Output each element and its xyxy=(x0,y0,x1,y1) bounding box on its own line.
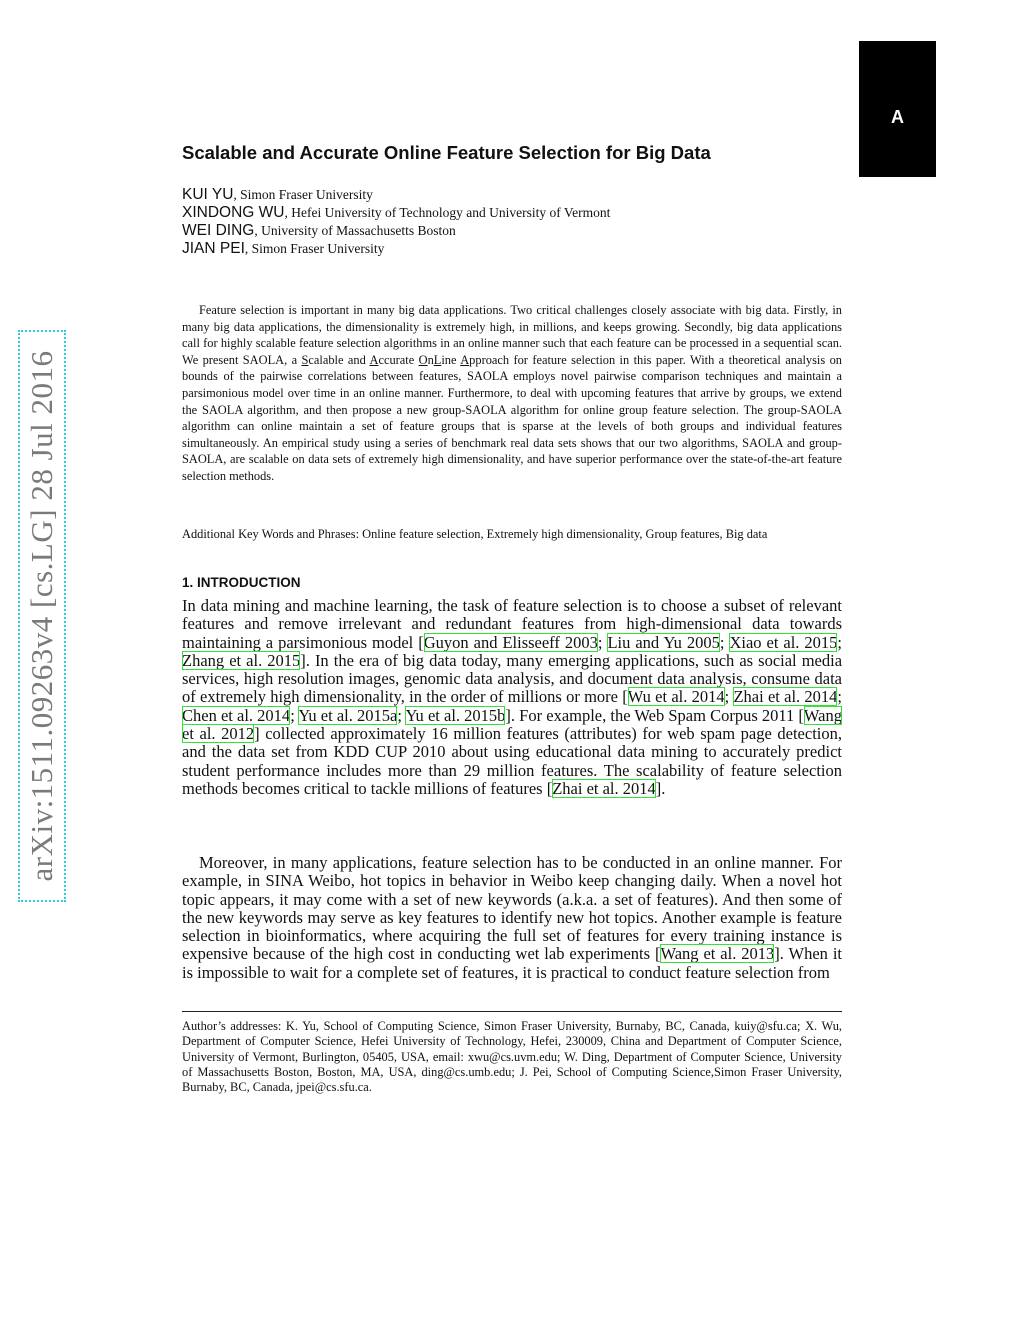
abstract-text: ine xyxy=(441,352,461,367)
citation-link[interactable]: Yu et al. 2015b xyxy=(405,705,506,725)
abstract-text: ccurate xyxy=(378,352,419,367)
body-text: ; xyxy=(290,705,299,725)
citation-link[interactable]: Wang et al. 2013 xyxy=(660,944,775,964)
author-line xyxy=(182,222,456,240)
citation-link[interactable]: Zhang et al. 2015 xyxy=(182,650,301,670)
author-affiliation: , University of Massachusetts Boston xyxy=(254,223,456,238)
abstract-underlined-letter: A xyxy=(369,352,379,367)
abstract-text: n xyxy=(427,352,434,367)
citation-link[interactable]: Wang et al. 2012 xyxy=(182,705,842,744)
body-text: ; xyxy=(837,632,842,652)
abstract-underlined-letter: O xyxy=(418,352,428,367)
body-text: ] collected approximately 16 million features (attributes) for web spam page detection, and the data set from KDD CUP 2010 about using educational data mining to accurately predict student performance includes more than 29 million features. The scalability of feature selection methods becomes critical to tackle millions of features [ xyxy=(182,724,842,798)
body-paragraph xyxy=(182,854,842,982)
body-text: In data mining and machine learning, the task of feature selection is to choose a subset of relevant features and remove irrelevant and redundant features from high-dimensional data towards maintaining a parsimonious model [ xyxy=(182,596,842,652)
author-affiliation: , Simon Fraser University xyxy=(233,187,373,202)
footnote-divider xyxy=(182,1011,842,1012)
abstract xyxy=(182,302,842,485)
body-text: ]. In the era of big data today, many emerging applications, such as social media services, high resolution images, genomic data analysis, and document data analysis, consume data of extremely high dimensionality, in the order of millions or more [ xyxy=(182,650,843,707)
author-affiliation: , Hefei University of Technology and University of Vermont xyxy=(284,205,611,220)
author-affiliation: , Simon Fraser University xyxy=(244,241,385,256)
corner-tab-label: A xyxy=(891,107,904,127)
author-line xyxy=(182,186,373,204)
paper-title: Scalable and Accurate Online Feature Selection for Big Data xyxy=(182,142,711,163)
citation-link[interactable]: Xiao et al. 2015 xyxy=(729,632,838,652)
citation-link[interactable]: Chen et al. 2014 xyxy=(182,705,291,725)
citation-link[interactable]: Guyon and Elisseeff 2003 xyxy=(423,632,598,652)
body-text: ]. xyxy=(655,778,666,798)
abstract-underlined-letter: L xyxy=(433,352,442,367)
citation-link[interactable]: Wu et al. 2014 xyxy=(627,687,725,707)
body-text: ; xyxy=(597,632,608,652)
author-name: KUI YU xyxy=(182,186,234,203)
abstract-text: calable and xyxy=(308,352,370,367)
body-text: ; xyxy=(724,687,734,707)
corner-tab xyxy=(859,41,936,177)
abstract-underlined-letter: A xyxy=(460,352,470,367)
arxiv-stamp-text: arXiv:1511.09263v4 [cs.LG] 28 Jul 2016 xyxy=(24,350,59,882)
citation-link[interactable]: Yu et al. 2015a xyxy=(298,705,398,725)
keywords: Additional Key Words and Phrases: Online feature selection, Extremely high dimensionality, Group features, Big data xyxy=(182,527,768,541)
body-text: Moreover, in many applications, feature selection has to be conducted in an online manner. For example, in SINA Weibo, hot topics in behavior in Weibo keep changing daily. When a novel hot topic appears, it may come with a set of new keywords (a.k.a. a set of features). And then some of the new keywords may serve as key features to identify new hot topics. Another example is feature selection in bioinformatics, where acquiring the full set of features for every training instance is expensive because of the high cost in conducting wet lab experiments [ xyxy=(182,853,842,964)
abstract-text: Feature selection is important in many big data applications. Two critical challenges closely associate with big data. Firstly, in many big data applications, the dimensionality is extremely high, in millions, and keeps growing. Secondly, big data applications call for highly scalable feature selection algorithms in an online manner such that each feature can be processed in a sequential scan. We present SAOLA, a xyxy=(182,303,842,367)
citation-link[interactable]: Zhai et al. 2014 xyxy=(552,778,656,798)
citation-link[interactable]: Liu and Yu 2005 xyxy=(607,632,720,652)
body-text: ; xyxy=(719,632,730,652)
abstract-underlined-letter: S xyxy=(301,352,309,367)
body-text: ; xyxy=(837,687,842,707)
author-name: XINDONG WU xyxy=(182,204,285,221)
author-line xyxy=(182,240,384,258)
body-paragraph xyxy=(182,597,842,798)
body-text: ]. When it is impossible to wait for a complete set of features, it is practical to conduct feature selection from xyxy=(182,944,842,982)
body-text: ]. For example, the Web Spam Corpus 2011 [ xyxy=(505,705,804,725)
arxiv-stamp[interactable] xyxy=(18,330,66,902)
citation-link[interactable]: Zhai et al. 2014 xyxy=(733,687,838,707)
body-text: ; xyxy=(397,705,406,725)
section-heading: 1. INTRODUCTION xyxy=(182,575,301,590)
author-name: JIAN PEI xyxy=(182,240,245,257)
abstract-text: pproach for feature selection in this paper. With a theoretical analysis on bounds of the pairwise correlations between features, SAOLA employs novel pairwise comparison techniques and maintain a parsimonious model over time in an online manner. Furthermore, to deal with upcoming features that arrive by groups, we extend the SAOLA algorithm, and then propose a new group-SAOLA algorithm for online group feature selection. The group-SAOLA algorithm can online maintain a set of feature groups that is sparse at the levels of both groups and individual features simultaneously. An empirical study using a series of benchmark real data sets shows that our two algorithms, SAOLA and group-SAOLA, are scalable on data sets of extremely high dimensionality, and have superior performance over the state-of-the-art feature selection methods. xyxy=(182,352,842,483)
author-line xyxy=(182,204,610,222)
author-addresses-footnote: Author’s addresses: K. Yu, School of Computing Science, Simon Fraser University, Burnaby, BC, Canada, kuiy@sfu.ca; X. Wu, Department of Computer Science, Hefei University of Technology, Hefei, 230009, China and Department of Computer Science, University of Vermont, Burlington, 05405, USA, email: xwu@cs.uvm.edu; W. Ding, Department of Computer Science, University of Massachusetts Boston, Boston, MA, USA, ding@cs.umb.edu; J. Pei, School of Computing Science,Simon Fraser University, Burnaby, BC, Canada, jpei@cs.sfu.ca. xyxy=(182,1019,842,1095)
author-name: WEI DING xyxy=(182,222,255,239)
